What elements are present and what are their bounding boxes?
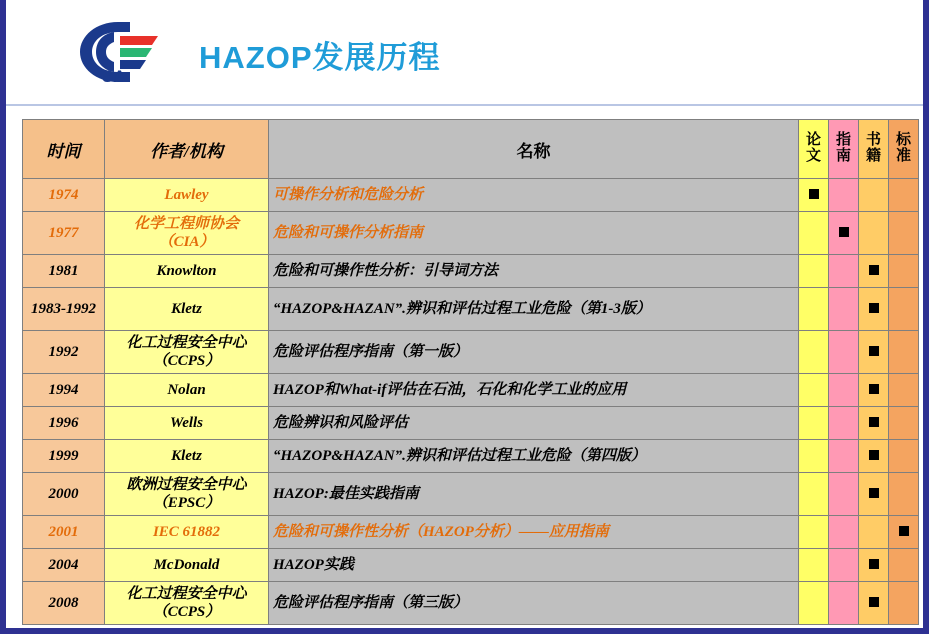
cell-name: 危险和可操作性分析：引导词方法 xyxy=(269,255,799,288)
hazop-history-table xyxy=(22,119,919,625)
cell-time: 2000 xyxy=(23,473,105,516)
column-header-standard: 标准 xyxy=(889,120,919,179)
cell-mark-guide xyxy=(829,516,859,549)
cell-mark-standard xyxy=(889,212,919,255)
cell-mark-paper xyxy=(799,407,829,440)
cell-author: 化工过程安全中心 （CCPS） xyxy=(105,331,269,374)
cell-mark-guide xyxy=(829,407,859,440)
cell-mark-standard xyxy=(889,473,919,516)
cell-name: HAZOP和What-if评估在石油，石化和化学工业的应用 xyxy=(269,374,799,407)
cell-time: 1983-1992 xyxy=(23,288,105,331)
cell-mark-book xyxy=(859,407,889,440)
cell-name: HAZOP实践 xyxy=(269,549,799,582)
table-row xyxy=(23,288,919,331)
table-row xyxy=(23,582,919,625)
cell-mark-paper xyxy=(799,255,829,288)
mark-square-icon xyxy=(869,450,879,460)
cell-author: Wells xyxy=(105,407,269,440)
cell-mark-standard xyxy=(889,440,919,473)
cell-time: 2001 xyxy=(23,516,105,549)
cell-mark-guide xyxy=(829,179,859,212)
cell-mark-paper xyxy=(799,179,829,212)
cell-mark-book xyxy=(859,374,889,407)
column-header-guide: 指南 xyxy=(829,120,859,179)
mark-square-icon xyxy=(869,303,879,313)
cell-name: “HAZOP&HAZAN”.辨识和评估过程工业危险（第四版） xyxy=(269,440,799,473)
cell-name: 危险和可操作性分析（HAZOP分析）——应用指南 xyxy=(269,516,799,549)
cell-mark-standard xyxy=(889,374,919,407)
cell-mark-standard xyxy=(889,582,919,625)
mark-square-icon xyxy=(869,346,879,356)
cell-mark-paper xyxy=(799,212,829,255)
mark-square-icon xyxy=(869,417,879,427)
cell-mark-paper xyxy=(799,549,829,582)
column-header-author: 作者/机构 xyxy=(105,120,269,179)
cell-mark-paper xyxy=(799,582,829,625)
mark-square-icon xyxy=(869,597,879,607)
table-body xyxy=(23,179,919,625)
cell-time: 1996 xyxy=(23,407,105,440)
cell-author: IEC 61882 xyxy=(105,516,269,549)
cell-mark-paper xyxy=(799,440,829,473)
mark-square-icon xyxy=(869,559,879,569)
cell-mark-guide xyxy=(829,288,859,331)
cell-mark-guide xyxy=(829,255,859,288)
cell-mark-guide xyxy=(829,582,859,625)
cell-mark-guide xyxy=(829,212,859,255)
cell-name: HAZOP:最佳实践指南 xyxy=(269,473,799,516)
page-title: HAZOP发展历程 xyxy=(199,40,441,75)
cell-mark-paper xyxy=(799,288,829,331)
table-row xyxy=(23,179,919,212)
cell-mark-book xyxy=(859,473,889,516)
cell-author: Knowlton xyxy=(105,255,269,288)
cell-mark-paper xyxy=(799,374,829,407)
table-header-row xyxy=(23,120,919,179)
cell-mark-paper xyxy=(799,331,829,374)
cell-mark-book xyxy=(859,212,889,255)
table-row xyxy=(23,212,919,255)
cell-mark-standard xyxy=(889,179,919,212)
mark-square-icon xyxy=(869,384,879,394)
cell-author: Nolan xyxy=(105,374,269,407)
cell-time: 1992 xyxy=(23,331,105,374)
cell-mark-book xyxy=(859,179,889,212)
cell-time: 1981 xyxy=(23,255,105,288)
cell-time: 2008 xyxy=(23,582,105,625)
table-row xyxy=(23,473,919,516)
cell-name: “HAZOP&HAZAN”.辨识和评估过程工业危险（第1-3版） xyxy=(269,288,799,331)
table-row xyxy=(23,516,919,549)
table-row xyxy=(23,549,919,582)
cell-mark-book xyxy=(859,582,889,625)
mark-square-icon xyxy=(809,189,819,199)
cell-mark-guide xyxy=(829,549,859,582)
cell-mark-guide xyxy=(829,331,859,374)
cell-mark-standard xyxy=(889,549,919,582)
table-row xyxy=(23,331,919,374)
cell-name: 可操作分析和危险分析 xyxy=(269,179,799,212)
table-row xyxy=(23,374,919,407)
cell-name: 危险评估程序指南（第三版） xyxy=(269,582,799,625)
cell-author: 化学工程师协会 （CIA） xyxy=(105,212,269,255)
cell-time: 2004 xyxy=(23,549,105,582)
cell-mark-guide xyxy=(829,473,859,516)
cell-mark-standard xyxy=(889,331,919,374)
mark-square-icon xyxy=(839,227,849,237)
cell-mark-book xyxy=(859,288,889,331)
cell-author: 化工过程安全中心 （CCPS） xyxy=(105,582,269,625)
column-header-name: 名称 xyxy=(269,120,799,179)
mark-square-icon xyxy=(899,526,909,536)
cell-name: 危险评估程序指南（第一版） xyxy=(269,331,799,374)
cell-name: 危险和可操作分析指南 xyxy=(269,212,799,255)
cell-name: 危险辨识和风险评估 xyxy=(269,407,799,440)
cell-mark-standard xyxy=(889,255,919,288)
cell-time: 1999 xyxy=(23,440,105,473)
cell-mark-book xyxy=(859,549,889,582)
cell-time: 1974 xyxy=(23,179,105,212)
cell-mark-paper xyxy=(799,473,829,516)
svg-text:SA: SA xyxy=(102,67,126,86)
slide-header xyxy=(6,0,923,106)
cell-mark-standard xyxy=(889,288,919,331)
csa-logo xyxy=(72,18,164,86)
column-header-book: 书籍 xyxy=(859,120,889,179)
cell-author: Lawley xyxy=(105,179,269,212)
cell-mark-guide xyxy=(829,440,859,473)
mark-square-icon xyxy=(869,265,879,275)
table-row xyxy=(23,440,919,473)
cell-author: Kletz xyxy=(105,288,269,331)
cell-author: 欧洲过程安全中心 （EPSC） xyxy=(105,473,269,516)
cell-mark-standard xyxy=(889,407,919,440)
cell-author: Kletz xyxy=(105,440,269,473)
cell-mark-book xyxy=(859,516,889,549)
table-row xyxy=(23,255,919,288)
cell-mark-book xyxy=(859,440,889,473)
cell-mark-guide xyxy=(829,374,859,407)
mark-square-icon xyxy=(869,488,879,498)
column-header-time: 时间 xyxy=(23,120,105,179)
cell-time: 1977 xyxy=(23,212,105,255)
cell-mark-paper xyxy=(799,516,829,549)
cell-time: 1994 xyxy=(23,374,105,407)
column-header-paper: 论文 xyxy=(799,120,829,179)
cell-mark-standard xyxy=(889,516,919,549)
cell-author: McDonald xyxy=(105,549,269,582)
table-row xyxy=(23,407,919,440)
cell-mark-book xyxy=(859,255,889,288)
cell-mark-book xyxy=(859,331,889,374)
